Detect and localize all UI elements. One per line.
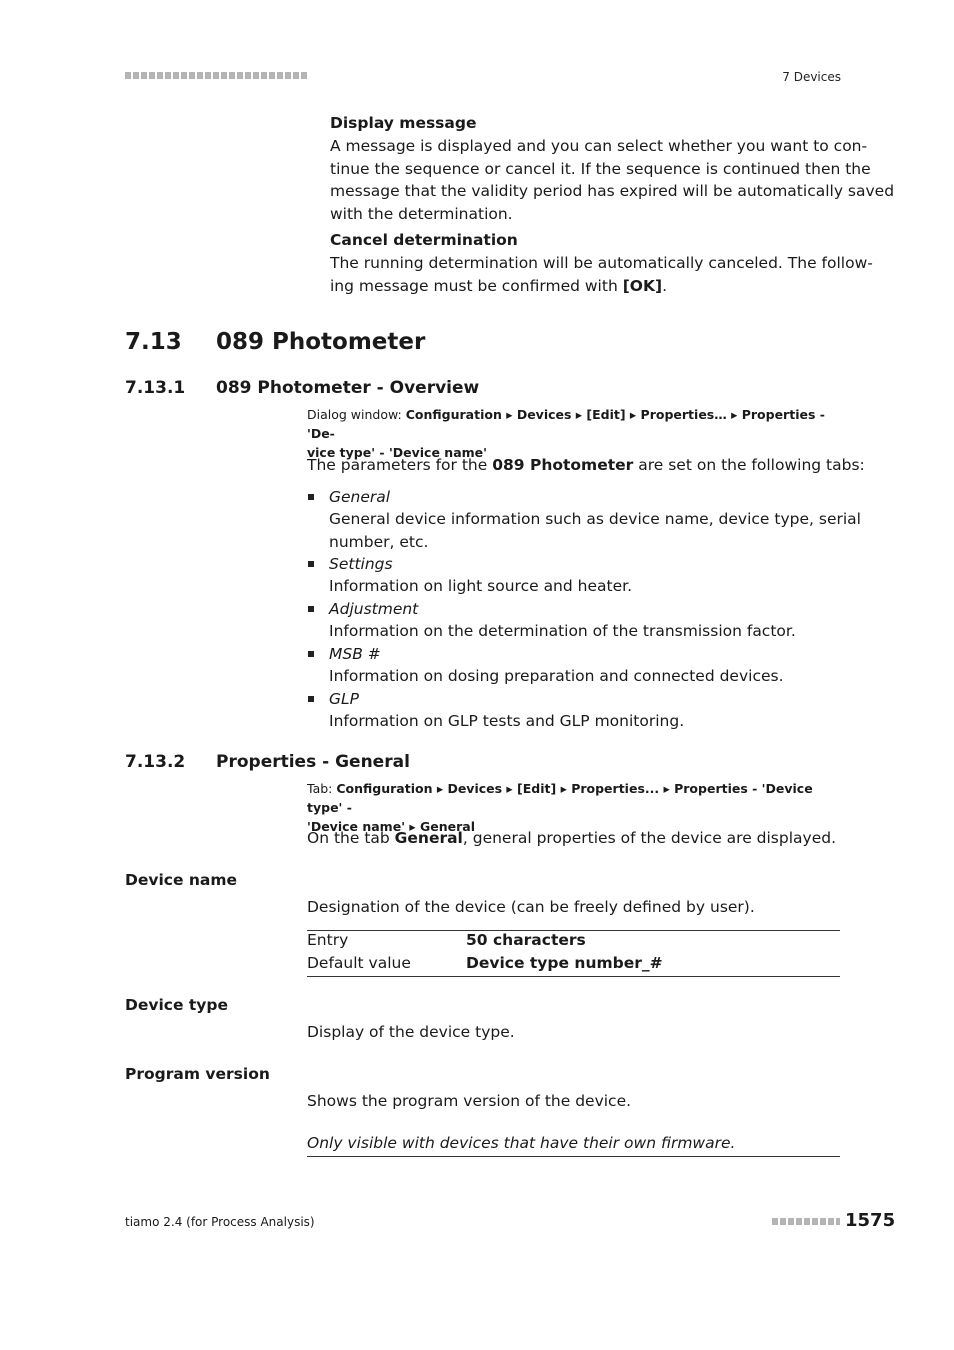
page-number: 1575 <box>845 1210 896 1231</box>
program-version-note: Only visible with devices that have their own firmware. <box>307 1134 736 1152</box>
display-message-text <box>330 135 894 225</box>
bullet-icon <box>308 494 314 500</box>
text-line: tinue the sequence or cancel it. If the sequence is continued then the <box>330 159 871 178</box>
tab-desc-general <box>329 508 861 553</box>
ok-button-reference: [OK] <box>622 276 663 295</box>
tab-name-msb: MSB # <box>329 645 381 663</box>
section-number: 7.13 <box>125 329 182 355</box>
subsection-number: 7.13.2 <box>125 752 186 772</box>
display-message-title: Display message <box>330 114 477 132</box>
text-span: On the tab <box>307 829 395 847</box>
text-line: number, etc. <box>329 532 429 551</box>
table-value-default: Device type number_# <box>466 954 663 972</box>
tab-desc-settings: Information on light source and heater. <box>329 577 632 595</box>
header-chapter: 7 Devices <box>782 70 841 84</box>
tab-name-settings: Settings <box>329 555 393 573</box>
subsection-title: 089 Photometer - Overview <box>216 378 480 398</box>
tab-desc-glp: Information on GLP tests and GLP monitoring. <box>329 712 685 730</box>
text-span: are set on the following tabs: <box>633 456 865 474</box>
text-line: message that the validity period has expired will be automatically saved <box>330 182 895 200</box>
path-line <box>307 779 847 817</box>
cancel-determination-text <box>330 252 873 297</box>
path-line: vice type' - 'Device name' <box>307 445 487 460</box>
text-line: with the determination. <box>330 204 513 223</box>
device-type-label: Device type <box>125 996 229 1014</box>
text-span: . <box>662 276 667 295</box>
section-title: 089 Photometer <box>216 329 426 355</box>
text-span: ing message must be confirmed with <box>330 276 623 295</box>
text-span: The parameters for the <box>307 456 493 474</box>
device-name-emphasis: 089 Photometer <box>492 456 634 474</box>
tab-name-adjustment: Adjustment <box>329 600 419 618</box>
table-key-entry: Entry <box>307 931 349 949</box>
note-rule <box>307 1156 840 1157</box>
table-bottom-rule <box>307 976 840 977</box>
device-name-label: Device name <box>125 871 238 889</box>
path-text: Configuration ▸ Devices ▸ [Edit] ▸ Properties… ▸ Properties - 'De- <box>307 407 825 441</box>
program-version-desc: Shows the program version of the device. <box>307 1092 632 1110</box>
path-prefix: Tab: <box>307 781 337 796</box>
path-prefix: Dialog window: <box>307 407 406 422</box>
text-span: , general properties of the device are displayed. <box>462 829 836 847</box>
subsection-number: 7.13.1 <box>125 378 186 398</box>
path-line: 'Device name' ▸ General <box>307 819 475 834</box>
bullet-icon <box>308 651 314 657</box>
overview-lead <box>307 454 865 477</box>
tab-desc-msb: Information on dosing preparation and connected devices. <box>329 667 784 685</box>
program-version-label: Program version <box>125 1065 270 1083</box>
table-value-entry: 50 characters <box>466 931 586 949</box>
general-lead <box>307 827 836 850</box>
footer-product: tiamo 2.4 (for Process Analysis) <box>125 1215 315 1229</box>
path-text: Configuration ▸ Devices ▸ [Edit] ▸ Properties... ▸ Properties - 'Device type' - <box>307 781 813 815</box>
subsection-title: Properties - General <box>216 752 410 772</box>
tab-desc-adjustment: Information on the determination of the transmission factor. <box>329 622 796 640</box>
text-line: General device information such as device name, device type, serial <box>329 510 861 528</box>
tab-name-general: General <box>329 488 391 506</box>
device-name-desc: Designation of the device (can be freely defined by user). <box>307 898 755 916</box>
table-key-default: Default value <box>307 954 411 972</box>
path-line <box>307 405 847 443</box>
text-line: The running determination will be automatically canceled. The follow- <box>330 254 873 272</box>
bullet-icon <box>308 561 314 567</box>
text-line: A message is displayed and you can select whether you want to con- <box>330 137 868 155</box>
header-decoration <box>125 72 307 79</box>
cancel-determination-title: Cancel determination <box>330 231 518 249</box>
text-line <box>330 275 873 298</box>
bullet-icon <box>308 696 314 702</box>
device-type-desc: Display of the device type. <box>307 1023 515 1041</box>
tab-name-glp: GLP <box>329 690 359 708</box>
bullet-icon <box>308 606 314 612</box>
footer-decoration <box>772 1218 840 1225</box>
tab-emphasis: General <box>394 829 463 847</box>
